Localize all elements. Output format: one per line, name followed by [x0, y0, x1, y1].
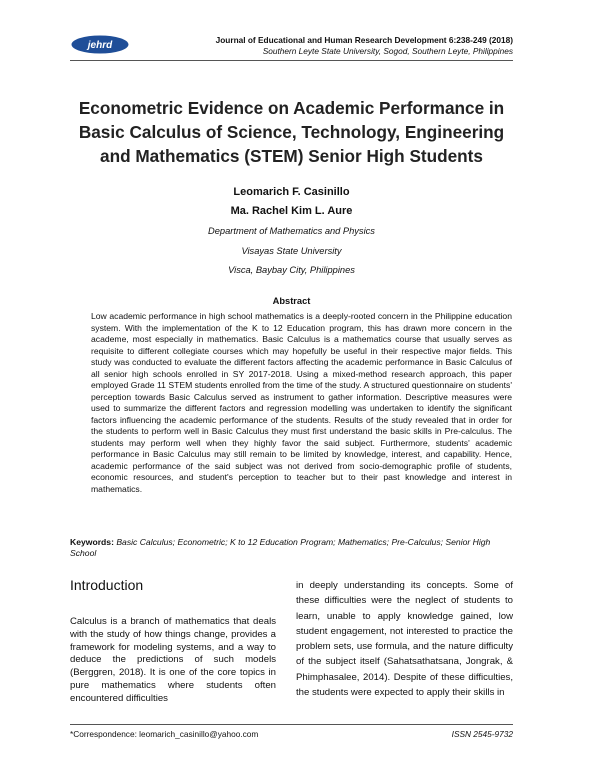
affiliation-department: Department of Mathematics and Physics: [208, 226, 375, 236]
title-line: Basic Calculus of Science, Technology, Engineering: [78, 122, 505, 142]
header-divider: [70, 60, 513, 61]
paper-title: [70, 96, 513, 168]
keywords-label: Keywords:: [70, 537, 114, 547]
author-name: Leomarich F. Casinillo: [233, 186, 350, 198]
footer-divider: [70, 724, 513, 725]
affiliation: [70, 222, 513, 281]
logo-text: jehrd: [87, 40, 113, 51]
intro-column-left: Calculus is a branch of mathematics that deals with the study of how things change, provides a framework for modeling systems, and a way to deduce the predictions of such models (Berggren, 2018). It is one of the core topics in pure mathematics where students often encountered difficulties: [70, 616, 276, 704]
affiliation-location: Visca, Baybay City, Philippines: [228, 265, 355, 275]
abstract-body: Low academic performance in high school mathematics is a deeply-rooted concern in the Philippine education system. With the implementation of the K to 12 Education program, this has drawn more concern in the academe, most especially in mathematics. Basic Calculus is a mathematics course that usually serves as requisite to different collegiate courses which may hopefully be useful in their respective major fields. This study was conducted to evaluate the different factors affecting the academic performance in Basic Calculus of all senior high schools enrolled in SY 2017-2018. Using a mixed-method research approach, this paper employed Grade 11 STEM students enrolled from the time of the study. A structured questionnaire on students' perception towards Basic Calculus served as instrument to gather information. Descriptive measures were used to summarize the different factors and regression modelling was undertaken to identify the significant factors influencing the academic performance of the students. Results of the study revealed that in order for the students to perform well in Basic Calculus they must first understand the basic skills in Pre-calculus. The students may perform well when they highly favor the said subject. Furthermore, students' academic performance in Basic Calculus may still remain to be limited by knowledge, interest, and capability. Hence, academic performance of the said subject was not derived from socio-demographic profile of students, economic resources, and student's perception to teacher but to their past knowledge and interest in mathematics.: [91, 311, 512, 494]
title-line: and Mathematics (STEM) Senior High Students: [100, 146, 483, 166]
keywords: [70, 537, 513, 559]
abstract-heading: Abstract: [272, 296, 311, 306]
issn-number: ISSN 2545-9732: [451, 729, 513, 739]
authors: [70, 183, 513, 221]
correspondence-email: *Correspondence: leomarich_casinillo@yahoo.com: [70, 729, 259, 739]
keywords-list: Basic Calculus; Econometric; K to 12 Education Program; Mathematics; Pre-Calculus; Senior High School: [70, 537, 491, 558]
journal-name: Journal of Educational and Human Research Development 6:238-249 (2018): [215, 35, 513, 45]
journal-logo: [71, 35, 129, 54]
title-line: Econometric Evidence on Academic Performance in: [78, 98, 505, 118]
section-heading-introduction: Introduction: [70, 577, 144, 593]
author-name: Ma. Rachel Kim L. Aure: [230, 205, 353, 217]
journal-address: Southern Leyte State University, Sogod, Southern Leyte, Philippines: [262, 46, 513, 56]
journal-info: [216, 35, 513, 57]
intro-column-right: in deeply understanding its concepts. Some of these difficulties were the neglect of students to learn, unable to apply knowledge gained, low student engagement, not interested to practice the problem sets, use formula, and the nature difficulty of the subject itself (Sahatsathatsana, Jongrak, & Phimphasalee, 2014). Despite of these difficulties, the students were expected to apply their skills in: [296, 580, 513, 699]
affiliation-university: Visayas State University: [241, 245, 342, 256]
